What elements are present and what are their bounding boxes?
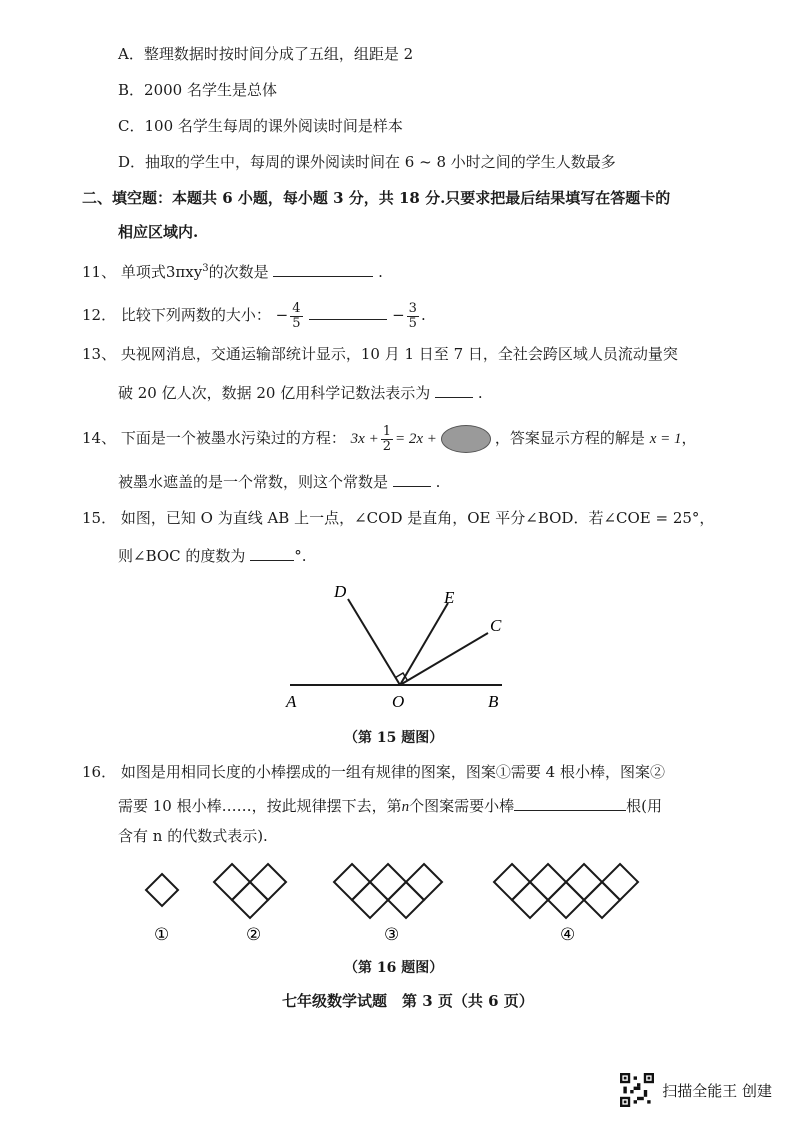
figure-15-caption: （第 15 题图）	[344, 730, 444, 746]
numerator: 1	[382, 423, 391, 439]
fraction-3-5	[407, 302, 419, 331]
answer-blank	[514, 794, 626, 811]
denominator: 5	[408, 315, 417, 331]
exponent: 3	[202, 263, 209, 274]
answer-blank	[435, 381, 473, 398]
option-c: C．100 名学生每周的课外阅读时间是样本	[118, 117, 403, 135]
answer-blank	[309, 303, 387, 320]
question-number: 14、	[82, 429, 117, 447]
pattern-figure	[130, 852, 670, 948]
comma: ，	[681, 429, 697, 447]
numerator: 3	[408, 300, 417, 316]
label-o: O	[392, 692, 405, 711]
page-footer: 七年级数学试题 第 3 页（共 6 页）	[282, 992, 534, 1010]
question-16-cont	[118, 794, 662, 817]
answer-blank	[273, 260, 373, 277]
option-b: B．2000 名学生是总体	[118, 81, 277, 99]
figure-16-caption: （第 16 题图）	[344, 960, 444, 976]
pattern-2	[214, 864, 286, 918]
label-d: D	[334, 582, 347, 601]
ray-oc	[400, 633, 488, 685]
denominator: 5	[292, 315, 301, 331]
label-e: E	[444, 588, 455, 607]
period: .	[477, 384, 483, 402]
question-text: 央视网消息，交通运输部统计显示，10 月 1 日至 7 日，全社会跨区域人员流动量突	[120, 345, 678, 363]
scanner-label: 扫描全能王 创建	[662, 1081, 772, 1100]
question-text: 单项式3πxy	[120, 263, 203, 281]
question-text: 则∠BOC 的度数为	[118, 547, 246, 565]
equation-part: 3x +	[350, 431, 379, 447]
answer-blank	[250, 544, 294, 561]
option-a: A．整理数据时按时间分成了五组，组距是 2	[118, 45, 414, 63]
minus-sign: −	[275, 306, 289, 324]
label-pattern-4: ④	[560, 925, 576, 945]
question-text: 破 20 亿人次，数据 20 亿用科学记数法表示为	[118, 384, 431, 402]
question-11	[82, 259, 383, 282]
equation-part: = 2x +	[394, 431, 437, 447]
question-text: 被墨水遮盖的是一个常数，则这个常数是	[118, 473, 389, 491]
scanner-watermark	[620, 1073, 772, 1107]
question-number: 11、	[82, 263, 117, 281]
ink-blot	[441, 425, 491, 453]
ray-od	[348, 599, 400, 685]
question-number: 15．	[82, 509, 117, 527]
minus-sign: −	[392, 306, 405, 324]
fraction-1-2	[381, 425, 393, 454]
question-14	[82, 420, 696, 457]
question-text: 个图案需要小棒	[409, 797, 515, 815]
question-16	[82, 762, 665, 782]
qr-code-icon	[620, 1073, 654, 1107]
solution: x = 1	[649, 431, 682, 447]
period: .	[435, 473, 441, 491]
degree-period: °.	[294, 547, 307, 565]
question-15-cont	[118, 544, 306, 566]
question-number: 12．	[82, 306, 117, 324]
question-14-cont	[118, 470, 440, 492]
question-13	[82, 344, 678, 364]
period: .	[378, 263, 383, 281]
question-text: ，答案显示方程的解是	[494, 429, 645, 447]
question-text: 需要 10 根小棒……，按此规律摆下去，第	[118, 797, 402, 815]
question-text: 下面是一个被墨水污染过的方程：	[120, 429, 346, 447]
period: .	[420, 306, 426, 324]
ray-oe	[400, 603, 448, 685]
question-text: 的次数是	[208, 263, 269, 281]
denominator: 2	[382, 438, 391, 454]
pattern-1	[146, 874, 178, 906]
numerator: 4	[292, 300, 301, 316]
answer-blank	[393, 470, 431, 487]
pattern-3	[334, 864, 442, 918]
label-a: A	[286, 692, 297, 711]
label-pattern-1: ①	[154, 925, 170, 945]
question-text: 比较下列两数的大小：	[120, 306, 271, 324]
question-text: 如图，已知 O 为直线 AB 上一点，∠COD 是直角，OE 平分∠BOD．若∠COE = 25°，	[120, 509, 715, 527]
option-d: D．抽取的学生中，每周的课外阅读时间在 6 ~ 8 小时之间的学生人数最多	[118, 153, 616, 171]
label-pattern-2: ②	[246, 925, 262, 945]
angle-figure	[270, 575, 530, 715]
variable-n: n	[401, 799, 410, 815]
section-heading: 二、填空题：本题共 6 小题，每小题 3 分，共 18 分.只要求把最后结果填写在答题卡的	[82, 189, 671, 207]
label-c: C	[490, 616, 502, 635]
question-15	[82, 508, 714, 528]
question-16-cont2: 含有 n 的代数式表示).	[118, 827, 268, 845]
question-text: 如图是用相同长度的小棒摆成的一组有规律的图案，图案①需要 4 根小棒，图案②	[120, 763, 665, 781]
fraction-4-5	[290, 302, 302, 331]
question-number: 16．	[82, 763, 117, 781]
question-number: 13、	[82, 345, 117, 363]
question-13-cont	[118, 381, 483, 403]
pattern-4	[494, 864, 638, 918]
label-pattern-3: ③	[384, 925, 400, 945]
label-b: B	[488, 692, 499, 711]
question-text: 根(用	[626, 797, 662, 815]
question-12	[82, 296, 426, 334]
section-heading-cont: 相应区域内.	[118, 223, 199, 241]
